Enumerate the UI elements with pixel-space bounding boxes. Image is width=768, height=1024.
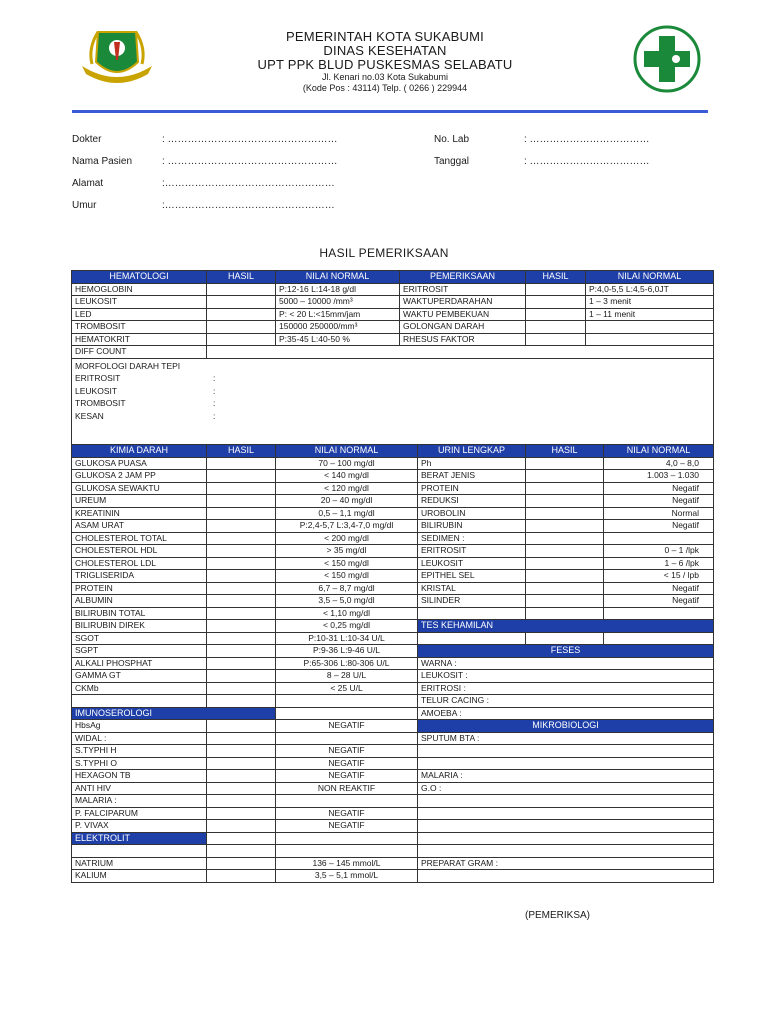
- result-cell[interactable]: [207, 595, 276, 608]
- test-name: ERITROSIT: [418, 545, 526, 558]
- normal-value: < 1,10 mg/dl: [276, 607, 418, 620]
- test-name: CKMb: [72, 682, 207, 695]
- table-row: [72, 832, 714, 845]
- result-cell[interactable]: [526, 283, 586, 296]
- result-cell[interactable]: [526, 520, 604, 533]
- normal-value: < 200 mg/dl: [276, 532, 418, 545]
- nama-pasien-label: Nama Pasien: [72, 156, 133, 167]
- nama-pasien-field[interactable]: : ……………………………………………: [162, 156, 338, 167]
- test-name: WIDAL :: [72, 732, 207, 745]
- test-name: BERAT JENIS: [418, 470, 526, 483]
- kimia-header-0: KIMIA DARAH: [72, 445, 207, 458]
- result-cell[interactable]: [526, 470, 604, 483]
- normal-value: [586, 321, 714, 334]
- result-cell[interactable]: [526, 595, 604, 608]
- result-cell[interactable]: [207, 520, 276, 533]
- result-cell[interactable]: [207, 757, 276, 770]
- normal-value: NEGATIF: [276, 820, 418, 833]
- normal-value: 5000 – 10000 /mm³: [276, 296, 400, 309]
- result-cell[interactable]: [207, 321, 276, 334]
- result-cell[interactable]: [207, 732, 276, 745]
- result-cell[interactable]: [526, 321, 586, 334]
- mikro-item: [418, 820, 714, 833]
- result-cell[interactable]: [526, 308, 586, 321]
- no-lab-label: No. Lab: [434, 134, 470, 145]
- normal-value: NEGATIF: [276, 745, 418, 758]
- normal-value: < 150 mg/dl: [276, 570, 418, 583]
- table-row: [72, 595, 714, 608]
- test-name: NATRIUM: [72, 857, 207, 870]
- test-name: BILIRUBIN DIREK: [72, 620, 207, 633]
- header-address: Jl. Kenari no.03 Kota Sukabumi: [321, 72, 449, 82]
- normal-value: 6,7 – 8,7 mg/dl: [276, 582, 418, 595]
- signature-label: (PEMERIKSA): [525, 910, 591, 921]
- table-row: [72, 470, 714, 483]
- header-contact: (Kode Pos : 43114) Telp. ( 0266 ) 229944: [302, 83, 468, 93]
- test-name: REDUKSI: [418, 495, 526, 508]
- feses-item: LEUKOSIT :: [418, 670, 714, 683]
- test-name: EPITHEL SEL: [418, 570, 526, 583]
- feses-item: AMOEBA :: [418, 707, 714, 720]
- test-name: HEXAGON TB: [72, 770, 207, 783]
- table-row: [72, 321, 714, 334]
- test-name: [72, 845, 207, 858]
- normal-value: 150000 250000/mm³: [276, 321, 400, 334]
- normal-value: [604, 632, 714, 645]
- normal-value: < 150 mg/dl: [276, 557, 418, 570]
- table-row: [72, 857, 714, 870]
- result-cell[interactable]: [526, 632, 604, 645]
- blank-cell: [207, 832, 276, 845]
- result-cell[interactable]: [526, 607, 604, 620]
- table-row: [72, 670, 714, 683]
- normal-value: Negatif: [604, 582, 714, 595]
- feses-header: FESES: [418, 645, 714, 658]
- normal-value: 8 – 28 U/L: [276, 670, 418, 683]
- result-cell[interactable]: [207, 283, 276, 296]
- test-name: HEMATOKRIT: [72, 333, 207, 346]
- result-cell[interactable]: [207, 545, 276, 558]
- test-name: CHOLESTEROL TOTAL: [72, 532, 207, 545]
- normal-value: 1 – 11 menit: [586, 308, 714, 321]
- table-row: [72, 707, 714, 720]
- result-cell[interactable]: [207, 582, 276, 595]
- test-name: ALKALI PHOSPHAT: [72, 657, 207, 670]
- preparat-gram: PREPARAT GRAM :: [418, 857, 714, 870]
- normal-value: P: < 20 L:<15mm/jam: [276, 308, 400, 321]
- result-cell[interactable]: [207, 795, 276, 808]
- test-name: SGOT: [72, 632, 207, 645]
- test-name: TROMBOSIT: [72, 321, 207, 334]
- test-name: ERITROSIT: [400, 283, 526, 296]
- test-name: KRISTAL: [418, 582, 526, 595]
- test-name: GLUKOSA SEWAKTU: [72, 482, 207, 495]
- alamat-field[interactable]: :……………………………………………: [162, 178, 335, 189]
- result-cell[interactable]: [207, 682, 276, 695]
- test-name: [418, 632, 526, 645]
- result-cell[interactable]: [207, 495, 276, 508]
- result-cell[interactable]: [207, 770, 276, 783]
- test-name: S.TYPHI H: [72, 745, 207, 758]
- test-name: ASAM URAT: [72, 520, 207, 533]
- result-cell[interactable]: [526, 507, 604, 520]
- mikro-item: G.O :: [418, 782, 714, 795]
- table-row: [72, 732, 714, 745]
- morf-item-trombosit: TROMBOSIT :: [75, 398, 216, 408]
- normal-value: 0,5 – 1,1 mg/dl: [276, 507, 418, 520]
- blank-cell: [418, 845, 714, 858]
- test-name: RHESUS FAKTOR: [400, 333, 526, 346]
- result-cell[interactable]: [207, 845, 276, 858]
- imunoserologi-header: IMUNOSEROLOGI: [72, 707, 276, 720]
- mikro-item: MALARIA :: [418, 770, 714, 783]
- normal-value: < 140 mg/dl: [276, 470, 418, 483]
- normal-value: NEGATIF: [276, 770, 418, 783]
- normal-value: P:2,4-5,7 L:3,4-7,0 mg/dl: [276, 520, 418, 533]
- table-row: [72, 795, 714, 808]
- test-name: LEUKOSIT: [418, 557, 526, 570]
- normal-value: [276, 695, 418, 708]
- hema-header-2: NILAI NORMAL: [276, 271, 400, 284]
- test-name: HbsAg: [72, 720, 207, 733]
- table-row: [72, 545, 714, 558]
- result-cell[interactable]: [207, 333, 276, 346]
- table-row: [72, 657, 714, 670]
- tanggal-field[interactable]: : ………………………………: [524, 156, 650, 167]
- page-title: HASIL PEMERIKSAAN: [319, 246, 449, 260]
- table-row: [72, 570, 714, 583]
- normal-value: P:10-31 L:10-34 U/L: [276, 632, 418, 645]
- normal-value: Negatif: [604, 520, 714, 533]
- result-cell[interactable]: [526, 557, 604, 570]
- test-name: GOLONGAN DARAH: [400, 321, 526, 334]
- diff-count-cell[interactable]: [207, 346, 714, 359]
- table-row: [72, 770, 714, 783]
- umur-label: Umur: [72, 200, 97, 211]
- header-line-1: PEMERINTAH KOTA SUKABUMI: [286, 29, 484, 44]
- normal-value: < 25 U/L: [276, 682, 418, 695]
- normal-value: P:4,0-5,5 L:4,5-6,0JT: [586, 283, 714, 296]
- test-name: ANTI HIV: [72, 782, 207, 795]
- normal-value: 136 – 145 mmol/L: [276, 857, 418, 870]
- normal-value: [604, 607, 714, 620]
- normal-value: NON REAKTIF: [276, 782, 418, 795]
- normal-value: NEGATIF: [276, 720, 418, 733]
- normal-value: 3,5 – 5,0 mg/dl: [276, 595, 418, 608]
- normal-value: Normal: [604, 507, 714, 520]
- result-cell[interactable]: [207, 645, 276, 658]
- table-row: [72, 870, 714, 883]
- kimia-header-1: HASIL: [207, 445, 276, 458]
- table-row: [72, 308, 714, 321]
- result-cell[interactable]: [207, 620, 276, 633]
- header-rule: [72, 110, 708, 113]
- normal-value: P:12-16 L:14-18 g/dl: [276, 283, 400, 296]
- test-name: P. VIVAX: [72, 820, 207, 833]
- test-name: Ph: [418, 457, 526, 470]
- feses-item: WARNA :: [418, 657, 714, 670]
- header-line-2: DINAS KESEHATAN: [323, 43, 447, 58]
- table-row: [72, 620, 714, 633]
- test-name: [418, 607, 526, 620]
- feses-item: TELUR CACING :: [418, 695, 714, 708]
- tanggal-label: Tanggal: [434, 156, 470, 167]
- result-cell[interactable]: [526, 296, 586, 309]
- normal-value: P:35-45 L:40-50 %: [276, 333, 400, 346]
- mikrobiologi-header: MIKROBIOLOGI: [418, 720, 714, 733]
- kimia-header-2: NILAI NORMAL: [276, 445, 418, 458]
- kimia-urin-table: [71, 444, 714, 883]
- elektrolit-header: ELEKTROLIT: [72, 832, 207, 845]
- dokter-label: Dokter: [72, 134, 102, 145]
- blank-cell: [276, 707, 418, 720]
- kimia-header-3: URIN LENGKAP: [418, 445, 526, 458]
- normal-value: < 15 / lpb: [604, 570, 714, 583]
- morfologi-title: MORFOLOGI DARAH TEPI: [75, 360, 181, 371]
- dokter-field[interactable]: : ……………………………………………: [162, 134, 338, 145]
- normal-value: 1 – 6 /lpk: [604, 557, 714, 570]
- mikro-item: [418, 757, 714, 770]
- no-lab-field[interactable]: : ………………………………: [524, 134, 650, 145]
- test-name: LED: [72, 308, 207, 321]
- result-cell[interactable]: [207, 482, 276, 495]
- test-name: UREUM: [72, 495, 207, 508]
- letterhead: [0, 0, 768, 120]
- table-row: [72, 532, 714, 545]
- result-cell[interactable]: [207, 457, 276, 470]
- test-name: PROTEIN: [72, 582, 207, 595]
- result-cell[interactable]: [207, 657, 276, 670]
- test-name: [72, 695, 207, 708]
- alamat-label: Alamat: [72, 178, 104, 189]
- city-emblem-icon: [78, 28, 156, 84]
- result-cell[interactable]: [207, 632, 276, 645]
- normal-value: 3,5 – 5,1 mmol/L: [276, 870, 418, 883]
- normal-value: [276, 732, 418, 745]
- table-row: [72, 582, 714, 595]
- normal-value: P:65-306 L:80-306 U/L: [276, 657, 418, 670]
- test-name: MALARIA :: [72, 795, 207, 808]
- test-name: UROBOLIN: [418, 507, 526, 520]
- test-name: P. FALCIPARUM: [72, 807, 207, 820]
- morfologi-block: [72, 358, 714, 444]
- table-row: [72, 333, 714, 346]
- mikro-item: SPUTUM BTA :: [418, 732, 714, 745]
- table-row: [72, 820, 714, 833]
- result-cell[interactable]: [207, 296, 276, 309]
- hema-header-3: PEMERIKSAAN: [400, 271, 526, 284]
- result-cell[interactable]: [207, 570, 276, 583]
- table-row: [72, 495, 714, 508]
- diff-count-label: DIFF COUNT: [72, 346, 207, 359]
- kimia-header-5: NILAI NORMAL: [604, 445, 714, 458]
- test-name: TRIGLISERIDA: [72, 570, 207, 583]
- blank-cell: [418, 870, 714, 883]
- mikro-item: [418, 807, 714, 820]
- normal-value: 1 – 3 menit: [586, 296, 714, 309]
- normal-value: [604, 532, 714, 545]
- morf-item-kesan: KESAN :: [75, 410, 216, 421]
- table-row: [72, 807, 714, 820]
- table-row: [72, 482, 714, 495]
- test-name: GLUKOSA 2 JAM PP: [72, 470, 207, 483]
- test-name: LEUKOSIT: [72, 296, 207, 309]
- table-row: [72, 607, 714, 620]
- table-row: [72, 782, 714, 795]
- test-name: SEDIMEN :: [418, 532, 526, 545]
- test-name: CHOLESTEROL LDL: [72, 557, 207, 570]
- result-cell[interactable]: [207, 870, 276, 883]
- kimia-header-4: HASIL: [526, 445, 604, 458]
- normal-value: 4,0 – 8,0: [604, 457, 714, 470]
- morf-item-leukosit: LEUKOSIT :: [75, 385, 216, 396]
- test-name: WAKTU PEMBEKUAN: [400, 308, 526, 321]
- table-row: [72, 845, 714, 858]
- test-name: GAMMA GT: [72, 670, 207, 683]
- hematologi-table: [71, 270, 714, 445]
- table-row: [72, 457, 714, 470]
- normal-value: NEGATIF: [276, 807, 418, 820]
- result-cell[interactable]: [207, 807, 276, 820]
- normal-value: Negatif: [604, 495, 714, 508]
- result-cell[interactable]: [207, 557, 276, 570]
- result-cell[interactable]: [207, 695, 276, 708]
- tes-kehamilan-header: TES KEHAMILAN: [418, 620, 714, 633]
- result-cell[interactable]: [526, 532, 604, 545]
- normal-value: 1.003 – 1.030: [604, 470, 714, 483]
- result-cell[interactable]: [207, 507, 276, 520]
- result-cell[interactable]: [207, 745, 276, 758]
- health-cross-icon: [632, 24, 702, 94]
- test-name: CHOLESTEROL HDL: [72, 545, 207, 558]
- normal-value: P:9-36 L:9-46 U/L: [276, 645, 418, 658]
- mikro-item: [418, 745, 714, 758]
- result-cell[interactable]: [207, 820, 276, 833]
- table-row: [72, 645, 714, 658]
- table-row: [72, 720, 714, 733]
- table-row: [72, 745, 714, 758]
- normal-value: > 35 mg/dl: [276, 545, 418, 558]
- result-cell[interactable]: [207, 720, 276, 733]
- table-row: [72, 296, 714, 309]
- normal-value: [586, 333, 714, 346]
- result-cell[interactable]: [526, 482, 604, 495]
- table-row: [72, 682, 714, 695]
- normal-value: Negatif: [604, 595, 714, 608]
- result-cell[interactable]: [207, 308, 276, 321]
- table-row: [72, 557, 714, 570]
- result-cell[interactable]: [207, 670, 276, 683]
- hema-header-5: NILAI NORMAL: [586, 271, 714, 284]
- result-cell[interactable]: [526, 570, 604, 583]
- test-name: KREATININ: [72, 507, 207, 520]
- normal-value: < 0,25 mg/dl: [276, 620, 418, 633]
- normal-value: [276, 795, 418, 808]
- table-row: [72, 520, 714, 533]
- test-name: KALIUM: [72, 870, 207, 883]
- normal-value: < 120 mg/dl: [276, 482, 418, 495]
- result-cell[interactable]: [526, 457, 604, 470]
- result-cell[interactable]: [207, 607, 276, 620]
- table-row: [72, 757, 714, 770]
- result-cell[interactable]: [526, 545, 604, 558]
- test-name: SILINDER: [418, 595, 526, 608]
- test-name: S.TYPHI O: [72, 757, 207, 770]
- mikro-item: [418, 795, 714, 808]
- result-cell[interactable]: [207, 857, 276, 870]
- test-name: GLUKOSA PUASA: [72, 457, 207, 470]
- test-name: BILIRUBIN TOTAL: [72, 607, 207, 620]
- result-cell[interactable]: [526, 582, 604, 595]
- table-row: [72, 346, 714, 359]
- blank-cell: [418, 832, 714, 845]
- hema-header-4: HASIL: [526, 271, 586, 284]
- table-row: [72, 695, 714, 708]
- blank-cell: [276, 832, 418, 845]
- table-row: [72, 507, 714, 520]
- header-line-3: UPT PPK BLUD PUSKESMAS SELABATU: [257, 57, 513, 72]
- normal-value: Negatif: [604, 482, 714, 495]
- result-cell[interactable]: [526, 495, 604, 508]
- test-name: WAKTUPERDARAHAN: [400, 296, 526, 309]
- morf-item-eritrosit: ERITROSIT :: [75, 373, 216, 383]
- result-cell[interactable]: [207, 782, 276, 795]
- umur-field[interactable]: :……………………………………………: [162, 200, 335, 211]
- test-name: PROTEIN: [418, 482, 526, 495]
- hema-header-0: HEMATOLOGI: [72, 271, 207, 284]
- result-cell[interactable]: [207, 470, 276, 483]
- result-cell[interactable]: [207, 532, 276, 545]
- table-row: [72, 632, 714, 645]
- normal-value: [276, 845, 418, 858]
- table-row: [72, 283, 714, 296]
- normal-value: 0 – 1 /lpk: [604, 545, 714, 558]
- test-name: HEMOGLOBIN: [72, 283, 207, 296]
- normal-value: 70 – 100 mg/dl: [276, 457, 418, 470]
- result-cell[interactable]: [526, 333, 586, 346]
- normal-value: 20 – 40 mg/dl: [276, 495, 418, 508]
- normal-value: NEGATIF: [276, 757, 418, 770]
- hema-header-1: HASIL: [207, 271, 276, 284]
- test-name: SGPT: [72, 645, 207, 658]
- test-name: BILIRUBIN: [418, 520, 526, 533]
- test-name: ALBUMIN: [72, 595, 207, 608]
- feses-item: ERITROSI :: [418, 682, 714, 695]
